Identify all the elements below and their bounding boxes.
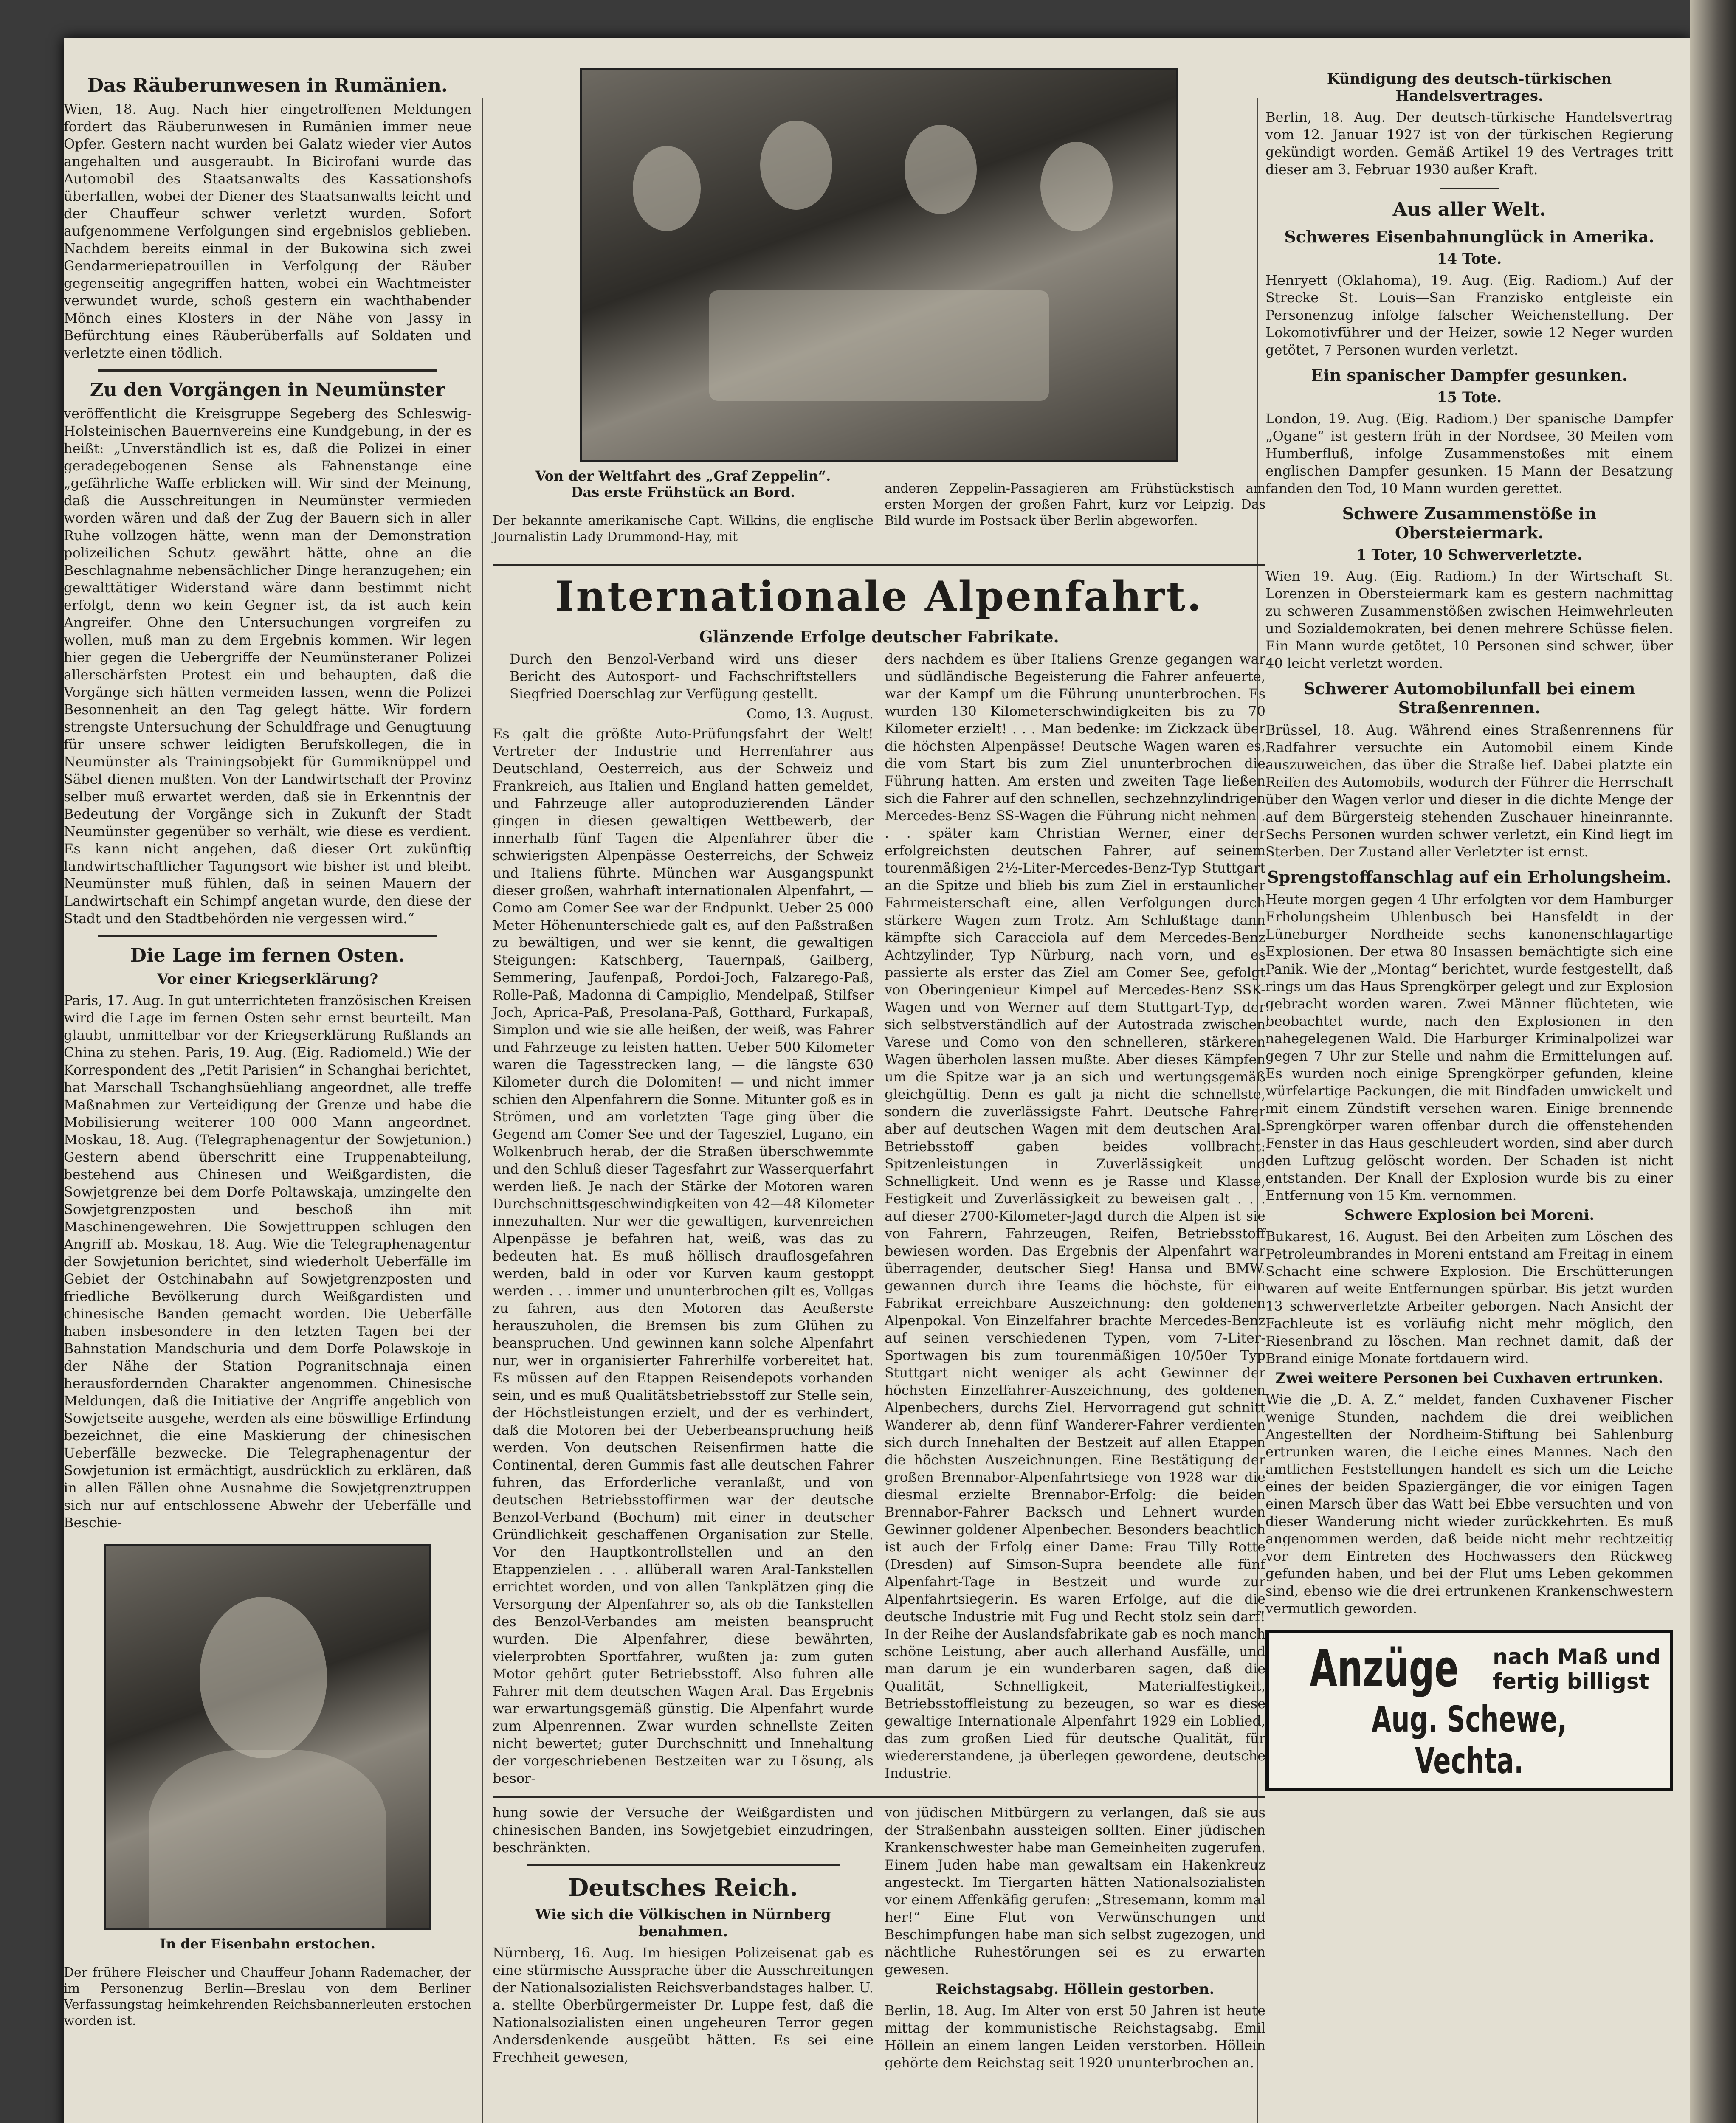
photo-caption: Der bekannte amerikanische Capt. Wilkins, die englische Journalistin Lady Drummond-Hay, mit (493, 513, 874, 544)
headline: Schweres Eisenbahnunglück in Amerika. (1284, 227, 1654, 246)
headline: Schwere Explosion bei Moreni. (1344, 1207, 1595, 1224)
divider (98, 935, 437, 937)
photo-caption-subtitle: Das erste Frühstück an Bord. (571, 484, 795, 500)
article-text: Brüssel, 18. Aug. Während eines Straßenrennens für Radfahrer versuchte ein Automobil einem Kinde auszuweichen, das über die Straße lief. Dabei platzte ein Reifen des Automobils, wodurch der Führer die Herrschaft über den Wagen verlor und dieser in die dichte Menge der auf dem Bürgersteig stehenden Zuschauer hineinrannte. Sechs Personen wurden schwer verletzt, ein Kind liegt im Sterben. Der Zustand aller Verletzter ist ernst. (1265, 722, 1673, 860)
dateline: Como, 13. August. (746, 706, 874, 722)
zeppelin-breakfast-photo (580, 68, 1178, 462)
article-text: Berlin, 18. Aug. Der deutsch-türkische Handelsvertrag vom 12. Januar 1927 ist von der türkischen Regierung gekündigt worden. Gemäß Artikel 19 des Vertrages tritt dieser am 3. Februar 1930 außer Kraft. (1265, 109, 1673, 177)
article-text: hung sowie der Versuche der Weißgardisten und chinesischen Banden, ins Sowjetgebiet einzudringen, beschränkten. (493, 1805, 874, 1856)
subheadline: Wie sich die Völkischen in Nürnberg benahmen. (535, 1906, 831, 1940)
ad-advertiser: Aug. Schewe, Vechta. (1371, 1698, 1567, 1782)
divider (493, 1796, 1265, 1798)
article-text: ders nachdem es über Italiens Grenze gegangen war und südländische Begeisterung die Fahrer anfeuerte, war der Kampf um die Führung ununterbrochen. Es wurden 130 Kilometerschwindigkeiten bis zu 70 Kilometer erzielt! . . . Man bedenke: im Zickzack über die höchsten Alpenpässe! Deutsche Wagen waren es, die vom Start bis zum Ziel ununterbrochen die Führung hatten. Am ersten und zweiten Tage ließen sich die Fahrer auf den schnellen, sechzehnzylindrigen Mercedes-Benz SS-Wagen die Führung nicht nehmen . . . später kam Christian Werner, einer der erfolgreichsten deutschen Fahrer, auf seinem tourenmäßigen 2½-Liter-Mercedes-Benz-Typ Stuttgart an die Spitze und blieb bis zum Ziel in erstaunlicher Fahrmeisterschaft eine, allen Verfolgungen durch stärkere Wagen zum Trotz. Am Schlußtage dann kämpfte sich Caracciola auf dem Mercedes-Benz Achtzylinder, Typ Nürburg, nach vorn, und es passierte als erster das Ziel am Comer See, gefolgt von Oberingenieur Kimpel auf Mercedes-Benz SSK-Wagen und von Werner auf dem Stuttgart-Typ, der sich selbstverständlich auf der Autostrada zwischen Varese und Como von den schnelleren, stärkeren Wagen überholen lassen mußte. Aber dieses Kämpfen um die Spitze war ja an sich und wertungsgemäß gleichgültig. Denn es galt ja nicht die schnellste, sondern die zuverlässigste Fahrt. Deutsche Fahrer aber auf deutschen Wagen mit dem deutschen Aral-Betriebsstoff gaben beides vollbracht: Spitzenleistungen in Zuverlässigkeit und Schnelligkeit. Und wenn es je Rasse und Klasse, Festigkeit und Zuverlässigkeit zu beweisen galt . . . auf dieser 2700-Kilometer-Jagd durch die Alpen ist sie von Fahrern, Fahrzeugen, Reifen, Betriebsstoff bewiesen worden. Das Ergebnis der Alpenfahrt war überragender, deutscher Sieg! Hansa und BMW. gewannen durch ihre Teams die höchste, für ein Fabrikat erreichbare Auszeichnung: den goldenen Alpenpokal. Von Einzelfahrer brachte Mercedes-Benz auf seinen verschiedenen Typen, vom 7-Liter-Sportwagen bis zum tourenmäßigen 10/50er Typ Stuttgart nicht weniger als acht Gewinner der höchsten Einzelfahrer-Auszeichnung, des goldenen Alpenbechers, durchs Ziel. Hervorragend gut schnitt Wanderer ab, denn fünf Wanderer-Fahrer verdienten sich durch Innehalten der Bestzeit auf allen Etappen die höchsten Auszeichnungen. Eine Bestätigung der großen Brennabor-Alpenfahrtsiege von 1928 war die diesmal erzielte Brennabor-Erfolg: die beiden Brennabor-Fahrer Backsch und Lehnert wurden Gewinner goldener Alpenbecher. Besonders beachtlich ist auch der Erfolg einer Dame: Frau Tilly Rotte (Dresden) auf Simson-Supra beendete alle fünf Alpenfahrt-Tage in Bestzeit und wurde zur Alpenfahrtsiegerin. Es waren Erfolge, auf die die deutsche Industrie mit Fug und Recht stolz sein darf! In der Reihe der Auslandsfabrikate gab es noch manch schöne Leistung, aber auch allerhand Ausfälle, und man darum je ein wunderbaren sagen, daß die Qualität, Schnelligkeit, Materialfestigkeit, Betriebsstoffleistung zu bezeugen, so war es diese gewaltige Internationale Alpenfahrt 1929 ein Loblied, das zum großen Lied für deutsche Qualität, für wiedererstandene, ja überlegen gewordene, deutsche Industrie. (885, 651, 1265, 1781)
subheadline: 15 Tote. (1437, 389, 1502, 406)
article-text: London, 19. Aug. (Eig. Radiom.) Der spanische Dampfer „Ogane“ ist gestern früh in der Nordsee, 30 Meilen vom Humberfluß, infolge Zusammenstoßes mit einem englischen Dampfer gesunken. 15 Mann der Besatzung fanden den Tod, 10 Mann wurden gerettet. (1265, 411, 1673, 496)
photo-caption-title: In der Eisenbahn erstochen. (160, 1936, 375, 1952)
headline: Die Lage im fernen Osten. (130, 945, 405, 966)
subheadline: 14 Tote. (1437, 251, 1502, 267)
page-edge (1690, 0, 1736, 2123)
photo-caption: Der frühere Fleischer und Chauffeur Johann Rademacher, der im Personenzug Berlin—Breslau von dem Berliner Verfassungstag heimkehrenden Reichsbannerleuten erstochen worden ist. (64, 1965, 471, 2028)
article-text: Berlin, 18. Aug. Im Alter von erst 50 Jahren ist heute mittag der kommunistische Reichstagsabg. Emil Höllein an einem langen Leiden verstorben. Höllein gehörte dem Reichstag seit 1920 ununterbrochen an. (885, 2002, 1265, 2071)
subheadline: Vor einer Kriegserklärung? (157, 971, 378, 988)
article-intro: Durch den Benzol-Verband wird uns dieser Bericht des Autosport- und Fachschriftstellers Siegfried Doerschlag zur Verfügung gestellt. (510, 651, 857, 702)
advertisement (1265, 1630, 1673, 1791)
divider (98, 369, 437, 372)
portrait-photo (104, 1544, 431, 1930)
photo-caption: anderen Zeppelin-Passagieren am Frühstückstisch am ersten Morgen der großen Fahrt, kurz vor Leipzig. Das Bild wurde im Postsack über Berlin abgeworfen. (885, 481, 1265, 528)
ad-headline: Anzüge (1310, 1639, 1459, 1698)
lower-articles (493, 1804, 1265, 2074)
article-text: von jüdischen Mitbürgern zu verlangen, daß sie aus der Straßenbahn aussteigen sollten. Einer jüdischen Krankenschwester habe man Gemeinheiten zugerufen. Einem Juden habe man gewaltsam ein Hakenkreuz angesteckt. Im Tiergarten hätten Nationalsozialisten vor einem Affenkäfig gerufen: „Stresemann, komm mal her!“ Eine Flut von Verwünschungen und Beschimpfungen habe man sich selbst zugezogen, und nächtliche Ruhestörungen sei es zu erwarten gewesen. (885, 1805, 1265, 1977)
column-left (64, 68, 471, 2042)
article-text: Paris, 17. Aug. In gut unterrichteten französischen Kreisen wird die Lage im fernen Osten sehr ernst beurteilt. Man glaubt, unmittelbar vor der Kriegserklärung Rußlands an China zu stehen. Paris, 19. Aug. (Eig. Radiomeld.) Wie der Korrespondent des „Petit Parisien“ in Schanghai berichtet, hat Marschall Tschanghsüehliang angeordnet, alle treffe Maßnahmen zur Verteidigung der Grenze und habe die Mobilisierung weiterer 100 000 Mann angeordnet. Moskau, 18. Aug. (Telegraphenagentur der Sowjetunion.) Gestern abend überschritt eine Truppenabteilung, bestehend aus Chinesen und Weißgardisten, die Sowjetgrenze bei dem Dorfe Poltawskaja, umzingelte den Sowjetgrenzposten und beschoß ihn mit Maschinengewehren. Die Sowjettruppen schlugen den Angriff ab. Moskau, 18. Aug. Wie die Telegraphenagentur der Sowjetunion berichtet, sind wiederholt Ueberfälle im Gebiet der Ostchinabahn auf Sowjetgrenzposten und friedliche Bevölkerung durch Weißgardisten und chinesische Banden gemacht worden. Die Ueberfälle haben insbesondere in den letzten Tagen bei der Bahnstation Mandschuria und dem Dorfe Polawskoje in der Nähe der Station Pogranitschnaja einen herausfordernden Charakter angenommen. Chinesische Meldungen, daß die Initiative der Angriffe angeblich von Sowjetseite ausgehe, werden als eine böswillige Erfindung bezeichnet, die eine Maskierung der chinesischen Ueberfälle bezwecke. Die Telegraphenagentur der Sowjetunion ist ermächtigt, ausdrücklich zu erklären, daß in allen Fällen ohne Ausnahme die Sowjetgrenztruppen sich nur auf entschlossene Abwehr der Ueberfälle und Beschie- (64, 992, 471, 1531)
column-rule (482, 98, 483, 2123)
headline: Zu den Vorgängen in Neumünster (90, 379, 445, 401)
ad-tagline (1493, 1644, 1661, 1694)
article-text: Wie die „D. A. Z.“ meldet, fanden Cuxhavener Fischer wenige Stunden, nachdem die drei weiblichen Angestellten der Nordheim-Stiftung bei Sahlenburg ertrunken waren, die Leiche eines Mannes. Nach den amtlichen Feststellungen handelt es sich um die Leiche eines der beiden Spaziergänger, die vor einigen Tagen einen Marsch über das Watt bei Ebbe versuchten und von dieser Wanderung nicht wieder zurückkehrten. Es muß angenommen werden, daß beide nicht mehr rechtzeitig vor dem Eintreten des Hochwassers den Rückweg gefunden haben, und bei der Flut ums Leben gekommen sind, ebenso wie die drei ertrunkenen Krankenschwestern vermutlich geworden. (1265, 1391, 1673, 1616)
photo-caption-title: Von der Weltfahrt des „Graf Zeppelin“. (535, 468, 831, 484)
article-text: Heute morgen gegen 4 Uhr erfolgten vor dem Hamburger Erholungsheim Uhlenbusch bei Hansfeldt in der Lüneburger Nordheide sechs kanonenschlagartige Explosionen. Der etwa 80 Insassen bemächtigte sich eine Panik. Wie der „Montag“ berichtet, wurde festgestellt, daß rings um das Haus Sprengkörper gelegt und zur Explosion gebracht worden waren. Zwei Männer flüchteten, wie beobachtet wurde, nach den Explosionen in den nahegelegenen Wald. Die Harburger Kriminalpolizei war gegen 7 Uhr zur Stelle und nahm die Ermittelungen auf. Es wurden noch einige Sprengkörper gefunden, kleine würfelartige Packungen, die mit Bindfaden umwickelt und mit einem Zündstift versehen waren. Einige brennende Sprengkörper waren offenbar durch die offenstehenden Fenster in das Haus geschleudert worden, sind aber durch den Luftzug gelöscht worden. Der Schaden ist nicht entstanden. Der Knall der Explosion wurde bis zu einer Entfernung von 15 Km. vernommen. (1265, 891, 1673, 1203)
column-right (1265, 68, 1673, 1791)
photo-caption-block (493, 468, 1265, 558)
subheadline: 1 Toter, 10 Schwerverletzte. (1356, 546, 1582, 563)
headline: Deutsches Reich. (568, 1874, 798, 1902)
headline: Schwere Zusammenstöße in Obersteiermark. (1342, 504, 1597, 542)
headline: Reichstagsabg. Höllein gestorben. (936, 1981, 1215, 1998)
subheadline: Glänzende Erfolge deutscher Fabrikate. (699, 627, 1059, 646)
section-headline: Aus aller Welt. (1392, 199, 1546, 220)
ad-tagline-line: fertig billigst (1493, 1669, 1649, 1694)
article-text: Bukarest, 16. August. Bei den Arbeiten zum Löschen des Petroleumbrandes in Moreni entstand am Freitag in einem Schacht eine schwere Explosion. Die Erschütterungen waren auf weite Entfernungen spürbar. Bis jetzt wurden 13 schwerverletzte Arbeiter geborgen. Nach Ansicht der Fachleute ist es vorläufig nicht mehr möglich, den Riesenbrand zu löschen. Man rechnet damit, daß der Brand einige Monate fortdauern wird. (1265, 1228, 1673, 1366)
headline: Sprengstoffanschlag auf ein Erholungsheim. (1267, 867, 1671, 887)
article-text: Es galt die größte Auto-Prüfungsfahrt der Welt! Vertreter der Industrie und Herrenfahrer aus Deutschland, Oesterreich, aus der Schweiz und Frankreich, aus Italien und England hatten gemeldet, und Fahrzeuge aller autoproduzierenden Länder gingen in diesen gewaltigen Wettbewerb, der innerhalb fünf Tagen die Alpenfahrer über die schwierigsten Alpenpässe Oesterreichs, der Schweiz und Italiens führte. München war Ausgangspunkt dieser großen, wahrhaft internationalen Alpenfahrt, — Como am Comer See war der Endpunkt. Ueber 25 000 Meter Höhenunterschiede galt es, auf den Paßstraßen zu bewältigen, und wer sie kennt, die gewaltigen Steigungen: Katschberg, Tauernpaß, Gailberg, Semmering, Jaufenpaß, Pordoi-Joch, Falzarego-Paß, Rolle-Paß, Madonna di Campiglio, Mendelpaß, Stilfser Joch, Aprica-Paß, Presolana-Paß, Gotthard, Furkapaß, Simplon und wie sie alle heißen, der weiß, was Fahrer und Fahrzeuge zu leisten hatten. Ueber 500 Kilometer waren die Tagesstrecken lang, — die längste 630 Kilometer durch die Dolomiten! — und nicht immer schien den Alpenfahrern die Sonne. Mitunter goß es in Strömen, und am vorletzten Tage ging über die Gegend am Comer See und der Tagesziel, Lugano, ein Wolkenbruch herab, der die Straßen überschwemmte und den Schluß dieser Tagesfahrt zur Wasserquerfahrt werden ließ. Je nach der Stärke der Motoren waren Durchschnittsgeschwindigkeiten von 42—48 Kilometer innezuhalten. Nur wer die gewaltigen, kurvenreichen Alpenpässe je befahren hat, weiß, was das zu bedeuten hat. Es muß höllisch drauflosgefahren werden, bald in oder vor Kurven kaum gestoppt werden . . . immer und ununterbrochen gilt es, Vollgas zu fahren, aus den Motoren das Aeußerste herauszuholen, die Bremsen bis zum Glühen zu beanspruchen. Und gewinnen kann solche Alpenfahrt nur, wer in organisierter Fahrerhilfe vorbereitet hat. Es müssen auf den Etappen Reisendepots vorhanden sein, und es muß Qualitätsbetriebsstoff zur Stelle sein, der Höchstleistungen erzielt, und der es verhindert, daß die Motoren bei der Ueberbeanspruchung heiß werden. Von deutschen Reisenfirmen hatte die Continental, deren Gummis fast alle deutschen Fahrer fuhren, das Erforderliche veranlaßt, und von deutschen Betriebsstoffirmen war der deutsche Benzol-Verband (Bochum) mit einer in deutscher Gründlichkeit geschaffenen Organisation zur Stelle. Vor den Hauptkontrollstellen und an den Etappenzielen . . . allüberall waren Aral-Tankstellen errichtet worden, und von allen Tankplätzen ging die Versorgung der Alpenfahrer so, als ob die Tankstellen des Benzol-Verbandes am meisten beansprucht wurden. Die Alpenfahrer, diese bewährten, vielerprobten Sportfahrer, wußten ja: zum guten Motor gehört guter Betriebsstoff. Also fuhren alle Fahrer mit dem deutschen Wagen Aral. Das Ergebnis war erwartungsgemäß günstig. Die Alpenfahrt wurde zum Alpenrennen. Zwar wurden schnellste Zeiten nicht bewertet; guter Durchschnitt und Innehaltung der vorgeschriebenen Bestzeiten war zu Lösung, als besor- (493, 726, 874, 1786)
headline: Das Räuberunwesen in Rumänien. (87, 75, 448, 96)
divider (527, 1864, 840, 1866)
headline: Ein spanischer Dampfer gesunken. (1311, 366, 1628, 385)
article-text: veröffentlicht die Kreisgruppe Segeberg des Schleswig-Holsteinischen Bauernvereins eine Kundgebung, in der es heißt: „Unverständlich ist es, daß die Polizei in einer geradegebogenen Sense als Fahnenstange eine „gefährliche Waffe erblicken will. Wir sind der Meinung, daß die Ausschreitungen in Neumünster vermieden worden wären und daß der Zug der Bauern sich in aller Ruhe vollzogen hätte, wenn man der Demonstration polizeilichen Schutz gewährt hätte, ohne an die Beschlagnahme nebensächlicher Dinge heranzugehen; ein gewalttätiger Widerstand wäre dann bestimmt nicht erfolgt, denn wo kein Gegner ist, da ist auch kein Angreifer. Ohne den Untersuchungen vorgreifen zu wollen, muß man zu dem Ergebnis kommen. Wir legen hier gegen die Uebergriffe der Neumünsteraner Polizei allerschärfsten Protest ein und behaupten, daß die Vorgänge sich hätten vermeiden lassen, wenn die Polizei Besonnenheit an den Tag gelegt hätte. Wir fordern strengste Untersuchung der Schuldfrage und Genugtuung für unsere schwer leidigten Berufskollegen, die in Neumünster als Trainingsobjekt für Gummiknüppel und Säbel dienen mußten. Von der Landwirtschaft der Provinz selber muß erwartet werden, daß sie in Erkenntnis der Bedeutung der Vorgänge sich in Zukunft der Stadt Neumünster gegenüber so verhält, wie diese es verdient. Es kann nicht angehen, daß dieser Ort zukünftig landwirtschaftlicher Tagungsort wie bisher ist und bleibt. Neumünster muß fühlen, daß in seinen Mauern der Landwirtschaft ein Schimpf angetan wurde, den diese der Stadt und den Stadtbehörden nie vergessen wird.“ (64, 405, 471, 926)
headline: Schwerer Automobilunfall bei einem Straßenrennen. (1303, 679, 1635, 717)
headline: Zwei weitere Personen bei Cuxhaven ertrunken. (1275, 1370, 1663, 1387)
article-text: Henryett (Oklahoma), 19. Aug. (Eig. Radiom.) Auf der Strecke St. Louis—San Franzisko entgleiste ein Personenzug infolge falscher Weichenstellung. Der Lokomotivführer und der Heizer, sowie 12 Neger wurden getötet, 7 Personen wurden verletzt. (1265, 272, 1673, 358)
article-text: Wien 19. Aug. (Eig. Radiom.) In der Wirtschaft St. Lorenzen in Obersteiermark kam es gestern nachmittag zu schweren Zusammenstößen zwischen Heimwehrleuten und Sozialdemokraten, bei denen mehrere Schüsse fielen. Ein Mann wurde getötet, 10 Personen sind schwer, über 40 leicht verletzt worden. (1265, 568, 1673, 671)
headline: Kündigung des deutsch-türkischen Handelsvertrages. (1327, 70, 1612, 104)
divider (1440, 188, 1499, 189)
article-text: Wien, 18. Aug. Nach hier eingetroffenen Meldungen fordert das Räuberunwesen in Rumänien immer neue Opfer. Gestern nacht wurden bei Galatz wieder vier Autos angehalten und ausgeraubt. In Bicirofani wurde das Automobil des Staatsanwalts des Kassationshofs überfallen, wobei der Diener des Staatsanwalts leicht und der Chauffeur schwer verletzt wurden. Sofort aufgenommene Verfolgungen sind ergebnislos geblieben. Nachdem bereits einmal in der Bukowina sich zwei Gendarmeriepatrouillen in Verfolgung der Räuber gegenseitig angegriffen hatten, wobei ein Wachtmeister verwundet wurde, schoß gestern ein wachthabender Mönch eines Klosters in der Nähe von Jassy in Befürchtung eines Räuberüberfalls auf Soldaten und verletzte einen tödlich. (64, 101, 471, 361)
article-body (493, 650, 1265, 1790)
divider (493, 564, 1265, 566)
column-center (493, 68, 1265, 2074)
main-headline: Internationale Alpenfahrt. (555, 572, 1203, 620)
ad-tagline-line: nach Maß und (1493, 1644, 1661, 1669)
article-text: Nürnberg, 16. Aug. Im hiesigen Polizeisenat gab es eine stürmische Aussprache über die Ausschreitungen der Nationalsozialisten Reichsverbandstages halber. U. a. stellte Oberbürgermeister Dr. Luppe fest, daß die Nationalsozialisten einen ungeheuren Terror gegen Andersdenkende ausgeübt hätten. Es sei eine Frechheit gewesen, (493, 1945, 874, 2065)
